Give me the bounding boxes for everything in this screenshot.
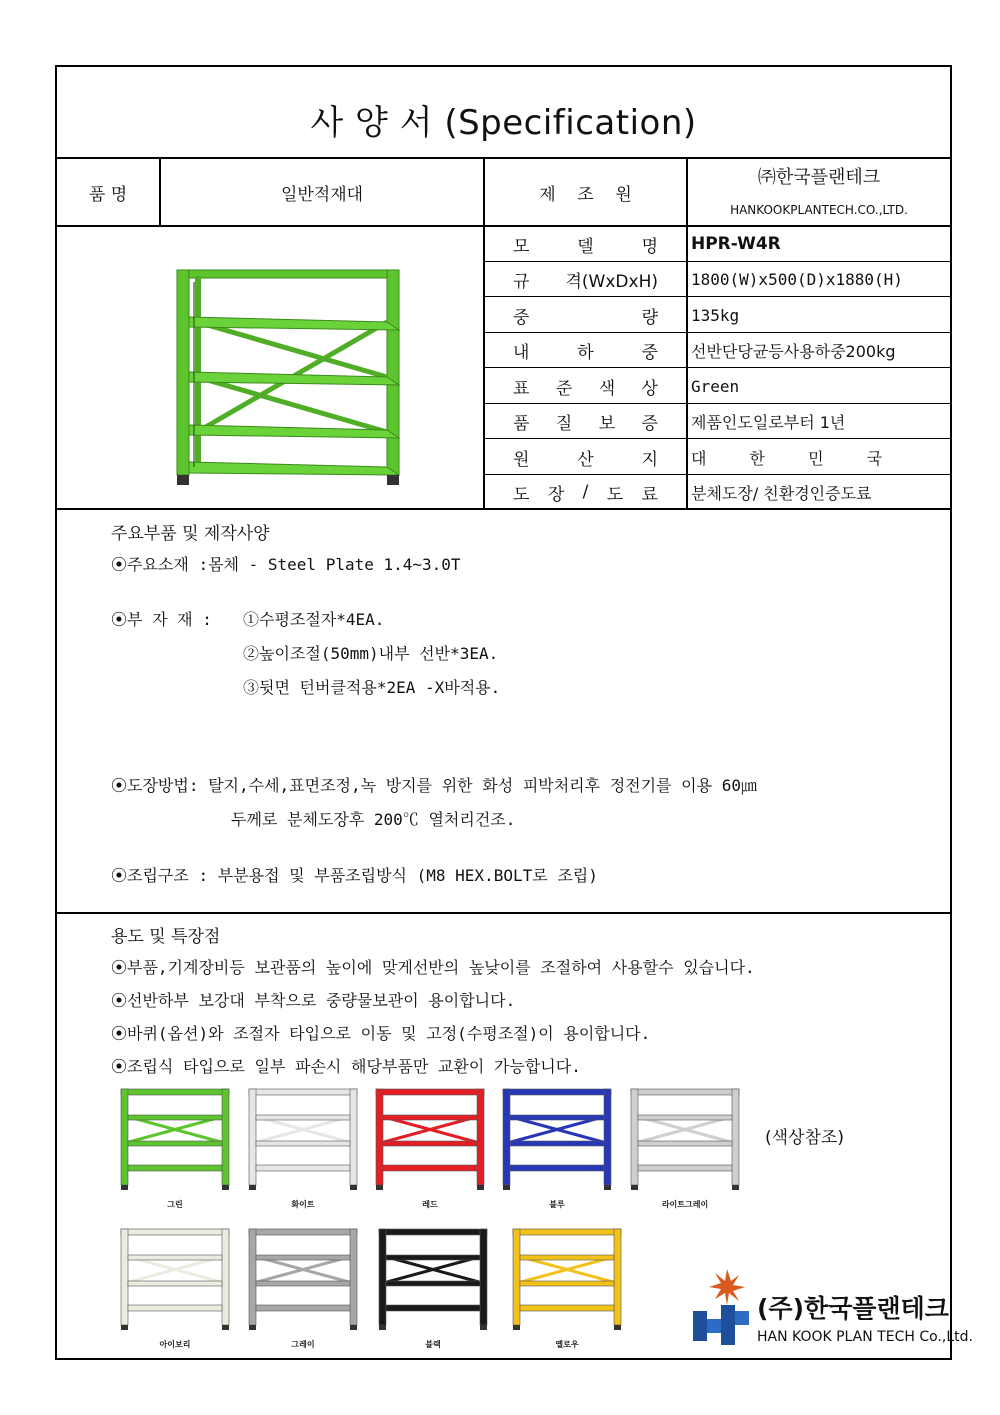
spec-label-load: 내 하 중 — [513, 343, 658, 363]
divider — [57, 912, 950, 914]
color-reference-note: (색상참조) — [765, 1128, 844, 1148]
assembly-line: ⦿조립구조 : 부분용접 및 부품조립방식 (M8 HEX.BOLT로 조립) — [111, 866, 598, 885]
divider — [485, 296, 950, 297]
sub-material-item: ②높이조절(50mm)내부 선반*3EA. — [243, 644, 499, 663]
maker-name-en: HANKOOKPLANTECH.CO.,LTD. — [730, 203, 908, 217]
divider — [485, 403, 950, 404]
spec-value-color: Green — [691, 376, 740, 396]
swatch-rack-5 — [117, 1227, 233, 1341]
swatch-label: 그린 — [167, 1200, 183, 1209]
divider — [57, 508, 950, 510]
swatch-rack-2 — [372, 1087, 488, 1201]
swatch-rack-3 — [499, 1087, 615, 1201]
logo-mark-icon — [687, 1267, 757, 1347]
spec-label-weight: 중 량 — [513, 307, 658, 328]
swatch-label: 옐로우 — [555, 1340, 579, 1349]
maker-label: 제 조 원 — [539, 184, 632, 205]
maker-name: ㈜한국플랜테크 — [757, 167, 881, 188]
spec-value-load: 선반단당균등사용하중200kg — [691, 342, 896, 361]
spec-value-origin: 대 한 민 국 — [691, 448, 883, 468]
swatch-rack-8 — [509, 1227, 625, 1341]
spec-value-warranty: 제품인도일로부터 1년 — [691, 413, 846, 432]
spec-value-paint: 분체도장/ 친환경인증도료 — [691, 483, 872, 503]
spec-label-color: 표 준 색 상 — [513, 378, 658, 399]
swatch-label: 블루 — [549, 1200, 565, 1209]
sub-material-item: ①수평조절자*4EA. — [243, 610, 385, 629]
logo-name-en: HAN KOOK PLAN TECH Co.,Ltd. — [757, 1329, 973, 1345]
usage-heading: 용도 및 특장점 — [111, 927, 221, 947]
spec-label-origin: 원 산 지 — [513, 449, 658, 470]
paint-method-line: 두께로 분체도장후 200℃ 열처리건조. — [231, 810, 516, 829]
spec-label-paint: 도 장 / 도 료 — [513, 482, 658, 505]
swatch-rack-7 — [375, 1227, 491, 1341]
spec-value-weight: 135kg — [691, 305, 740, 325]
spec-value-size: 1800(W)x500(D)x1880(H) — [691, 270, 903, 289]
company-logo — [687, 1267, 757, 1351]
product-value: 일반적재대 — [280, 184, 364, 205]
logo-name: (주)한국플랜테크 — [757, 1294, 949, 1323]
page-title: 사 양 서 (Specification) — [310, 103, 697, 143]
swatch-rack-6 — [245, 1227, 361, 1341]
usage-item: ⦿선반하부 보강대 부착으로 중량물보관이 용이합니다. — [111, 991, 516, 1010]
swatch-rack-1 — [245, 1087, 361, 1201]
product-image-green-rack — [167, 262, 407, 506]
swatch-label: 블랙 — [425, 1340, 441, 1349]
product-label: 품 명 — [88, 184, 128, 205]
spec-value-model: HPR-W4R — [691, 234, 781, 254]
sub-material-item: ③뒷면 턴버클적용*2EA -X바적용. — [243, 678, 501, 697]
spec-label-model: 모 델 명 — [513, 236, 658, 257]
spec-sheet-frame — [55, 65, 973, 1360]
swatch-label: 아이보리 — [159, 1340, 191, 1349]
swatch-rack-0 — [117, 1087, 233, 1201]
swatch-label: 그레이 — [291, 1340, 315, 1349]
divider — [485, 261, 950, 262]
sub-material-label: ⦿부 자 재 : — [111, 610, 212, 629]
spec-label-size: 규 격(WxDxH) — [513, 272, 658, 292]
divider — [485, 332, 950, 333]
divider — [485, 367, 950, 368]
material-line: ⦿주요소재 :몸체 - Steel Plate 1.4~3.0T — [111, 555, 461, 574]
spec-label-warranty: 품 질 보 증 — [513, 414, 658, 434]
usage-item: ⦿바퀴(옵션)와 조절자 타입으로 이동 및 고정(수평조절)이 용이합니다. — [111, 1024, 651, 1043]
divider — [485, 438, 950, 439]
divider — [485, 474, 950, 475]
parts-heading: 주요부품 및 제작사양 — [111, 524, 270, 544]
usage-item: ⦿조립식 타입으로 일부 파손시 해당부품만 교환이 가능합니다. — [111, 1057, 581, 1076]
usage-item: ⦿부품,기계장비등 보관품의 높이에 맞게선반의 높낮이를 조절하여 사용할수 있습니다. — [111, 958, 755, 977]
swatch-rack-4 — [627, 1087, 743, 1201]
swatch-label: 라이트그레이 — [661, 1200, 709, 1209]
swatch-label: 레드 — [422, 1200, 438, 1209]
swatch-label: 화이트 — [291, 1200, 315, 1209]
paint-method-line: ⦿도장방법: 탈지,수세,표면조정,녹 방지를 위한 화성 피박처리후 정전기를 이용 60㎛ — [111, 776, 757, 795]
